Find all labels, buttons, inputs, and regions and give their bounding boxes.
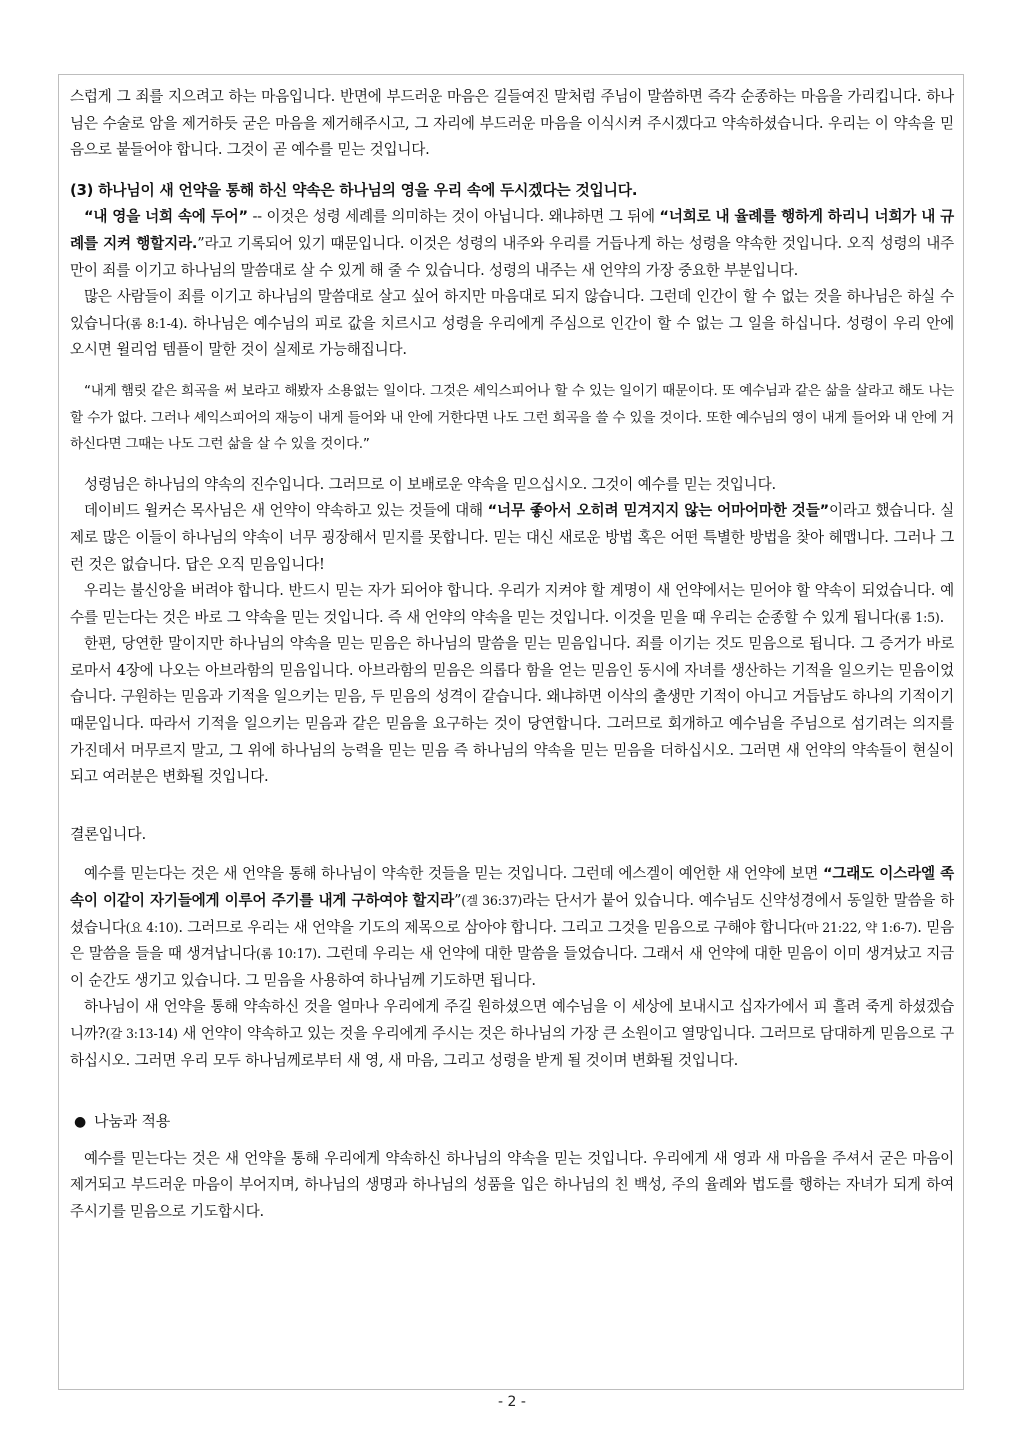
document-body — [70, 84, 954, 1226]
conclusion-heading: 결론입니다. — [70, 824, 147, 843]
scripture-quote: “내 영을 너희 속에 두어” — [84, 208, 248, 226]
paragraph-unbelief: 우리는 불신앙을 버려야 합니다. 반드시 믿는 자가 되어야 합니다. 우리가 지켜야 할 계명이 새 언약에서는 믿어야 할 약속이 되었습니다. 예수를 믿는다는 것은 바로 그 약속을 믿는 것입니다. 즉 새 언약의 약속을 믿는 것입니다. 이것을 믿을 때 우리는 순종할 수 있게 됩니다(롬 1:5). — [70, 582, 954, 626]
paragraph-sharing: 예수를 믿는다는 것은 새 언약을 통해 우리에게 약속하신 하나님의 약속을 믿는 것입니다. 우리에게 새 영과 새 마음을 주셔서 굳은 마음이 제거되고 부드러운 마음이 부어지며, 하나님의 생명과 하나님의 성품을 입은 하나님의 친 백성, 주의 율례와 법도를 행하는 자녀가 되게 하여 주시기를 믿음으로 기도합시다. — [70, 1149, 954, 1220]
section-heading-3: (3) 하나님이 새 언약을 통해 하신 약속은 하나님의 영을 우리 속에 두시겠다는 것입니다. — [70, 181, 638, 199]
scripture-quote: “그래도 이스라엘 족속이 이같이 자기들에게 이루어 주기를 내게 구하여야 할지라 — [70, 865, 954, 910]
scripture-quote: “너희로 내 율례를 행하게 하리니 너희가 내 규례를 지켜 행할지라. — [70, 208, 955, 252]
bible-reference: (겔 36:37) — [461, 893, 523, 909]
paragraph-spirit: “내 영을 너희 속에 두어” -- 이것은 성령 세례를 의미하는 것이 아닙니다. 왜냐하면 그 뒤에 “너희로 내 율례를 행하게 하리니 너희가 내 규례를 지켜 행할지라.”라고 기록되어 있기 때문입니다. 이것은 성령의 내주와 우리를 거듭나게 하는 성령을 약속한 것입니다. 오직 성령의 내주만이 죄를 이기고 하나님의 말씀대로 살 수 있게 해 줄 수 있습니다. 성령의 내주는 새 언약의 가장 중요한 부분입니다. — [70, 208, 955, 279]
paragraph-faith: 한편, 당연한 말이지만 하나님의 약속을 믿는 믿음은 하나님의 말씀을 믿는 믿음입니다. 죄를 이기는 것도 믿음으로 됩니다. 그 증거가 바로 로마서 4장에 나오는 아브라함의 믿음입니다. 아브라함의 믿음은 의롭다 함을 얻는 믿음인 동시에 자녀를 생산하는 기적을 일으키는 믿음이었습니다. 구원하는 믿음과 기적을 일으키는 믿음, 두 믿음의 성격이 같습니다. 왜냐하면 이삭의 출생만 기적이 아니고 거듭남도 하나의 기적이기 때문입니다. 따라서 기적을 일으키는 믿음과 같은 믿음을 요구하는 것이 당연합니다. 그러므로 회개하고 예수님을 주님으로 섬기려는 의지를 가진데서 머무르지 말고, 그 위에 하나님의 능력을 믿는 믿음 즉 하나님의 약속을 믿는 믿음을 더하십시오. 그러면 새 언약의 약속들이 현실이 되고 여러분은 변화될 것입니다. — [70, 635, 954, 786]
paragraph-essence: 성령님은 하나님의 약속의 진수입니다. 그러므로 이 보배로운 약속을 믿으십시오. 그것이 예수를 믿는 것입니다. — [84, 475, 776, 493]
bible-reference: (요 4:10) — [125, 919, 179, 935]
bible-reference: (롬 8:1-4) — [125, 315, 184, 331]
sharing-heading: ● 나눔과 적용 — [70, 1108, 954, 1136]
emphasis-quote: “너무 좋아서 오히려 믿겨지지 않는 어마어마한 것들” — [487, 502, 829, 520]
bullet-icon: ● — [74, 1114, 87, 1131]
paragraph-david-wilkerson: 데이비드 윌커슨 목사님은 새 언약이 약속하고 있는 것들에 대해 “너무 좋아서 오히려 믿겨지지 않는 어마어마한 것들”이라고 했습니다. 실제로 많은 이들이 하나님의 약속이 너무 굉장해서 믿지를 못합니다. 믿는 대신 새로운 방법 혹은 어떤 특별한 방법을 찾아 헤맵니다. 그러나 그런 것은 없습니다. 답은 오직 믿음입니다! — [70, 502, 955, 573]
paragraph-intro: 스럽게 그 죄를 지으려고 하는 마음입니다. 반면에 부드러운 마음은 길들여진 말처럼 주님이 말씀하면 즉각 순종하는 마음을 가리킵니다. 하나님은 수술로 암을 제거하듯 굳은 마음을 제거해주시고, 그 자리에 부드러운 마음을 이식시켜 주시겠다고 약속하셨습니다. 우리는 이 약속을 믿음으로 붙들어야 합니다. 그것이 곧 예수를 믿는 것입니다. — [70, 88, 954, 159]
bible-reference: (마 21:22, 약 1:6-7) — [801, 919, 918, 935]
page-number: - 2 - — [498, 1394, 526, 1410]
paragraph-conclusion-2: 하나님이 새 언약을 통해 약속하신 것을 얼마나 우리에게 주길 원하셨으면 예수님을 이 세상에 보내시고 십자가에서 피 흘려 죽게 하셨겠습니까?(갈 3:13-14) 새 언약이 약속하고 있는 것을 우리에게 주시는 것은 하나님의 가장 큰 소원이고 열망입니다. 그러므로 담대하게 믿음으로 구하십시오. 그러면 우리 모두 하나님께로부터 새 영, 새 마음, 그리고 성령을 받게 될 것이며 변화될 것입니다. — [70, 998, 954, 1069]
paragraph-conclusion-1: 예수를 믿는다는 것은 새 언약을 통해 하나님이 약속한 것들을 믿는 것입니다. 그런데 에스겔이 예언한 새 언약에 보면 “그래도 이스라엘 족속이 이같이 자기들에게 이루어 주기를 내게 구하여야 할지라”(겔 36:37)라는 단서가 붙어 있습니다. 예수님도 신약성경에서 동일한 말씀을 하셨습니다(요 4:10). 그러므로 우리는 새 언약을 기도의 제목으로 삼아야 합니다. 그리고 그것을 믿음으로 구해야 합니다(마 21:22, 약 1:6-7). 믿음은 말씀을 들을 때 생겨납니다(롬 10:17). 그런데 우리는 새 언약에 대한 말씀을 들었습니다. 그래서 새 언약에 대한 믿음이 이미 생겨났고 지금 이 순간도 생기고 있습니다. 그 믿음을 사용하여 하나님께 기도하면 됩니다. — [70, 865, 954, 989]
bible-reference: (갈 3:13-14) — [105, 1026, 178, 1041]
bible-reference: (롬 10:17) — [256, 946, 317, 962]
bible-reference: (롬 1:5) — [894, 609, 940, 625]
quote-william-temple: “내게 햄릿 같은 희곡을 써 보라고 해봤자 소용없는 일이다. 그것은 셰익스피어나 할 수 있는 일이기 때문이다. 또 예수님과 같은 삶을 살라고 해도 나는 할 수가 없다. 그러나 셰익스피어의 재능이 내게 들어와 내 안에 거한다면 나도 그런 희곡을 쓸 수 있을 것이다. 또한 예수님의 영이 내게 들어와 내 안에 거하신다면 그때는 나도 그런 삶을 살 수 있을 것이다.” — [70, 382, 954, 453]
paragraph-many-people: 많은 사람들이 죄를 이기고 하나님의 말씀대로 살고 싶어 하지만 마음대로 되지 않습니다. 그런데 인간이 할 수 없는 것을 하나님은 하실 수 있습니다(롬 8:1-4). 하나님은 예수님의 피로 값을 치르시고 성령을 우리에게 주심으로 인간이 할 수 없는 그 일을 하십니다. 성령이 우리 안에 오시면 윌리엄 템플이 말한 것이 실제로 가능해집니다. — [70, 288, 955, 359]
